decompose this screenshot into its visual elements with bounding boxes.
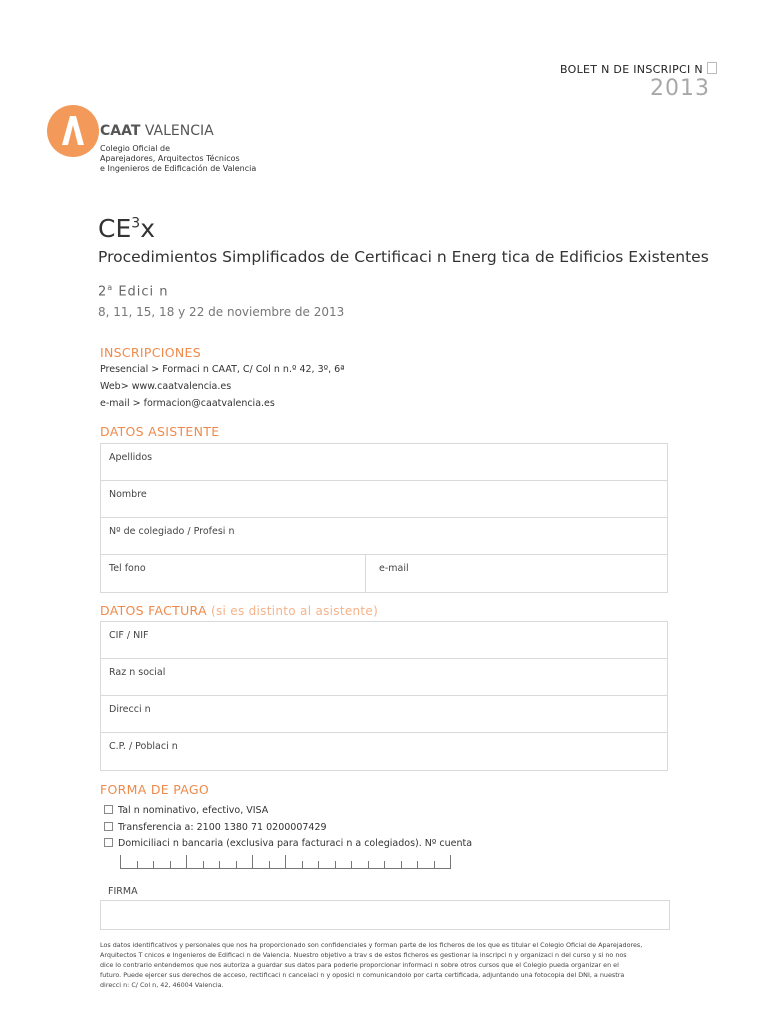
attendee-form <box>100 443 668 593</box>
privacy-line: Arquitectos T cnicos e Ingenieros de Edificaci n de Valencia. Nuestro objetivo a trav s de estos ficheros es gestionar la inscripci n y organizaci n del curso y si no nos <box>100 951 627 959</box>
edition <box>98 283 169 299</box>
cp-poblacion-field[interactable] <box>101 733 667 770</box>
payment-option-transferencia[interactable] <box>104 822 327 833</box>
caat-logo-icon <box>47 105 99 157</box>
account-digit-divider <box>285 855 286 869</box>
section-title-forma-pago: FORMA DE PAGO <box>100 782 210 797</box>
field-label: CIF / NIF <box>109 630 149 641</box>
email-label: e-mail <box>379 563 409 574</box>
payment-option-label: Transferencia a: 2100 1380 71 0200007429 <box>118 822 327 833</box>
checkbox[interactable] <box>104 805 113 814</box>
edition-number: 2 <box>98 284 108 300</box>
account-digit-divider <box>302 861 303 869</box>
logo-sub-line: Colegio Oficial de <box>100 144 170 153</box>
checkbox[interactable] <box>104 838 113 847</box>
form-title <box>560 62 740 76</box>
account-digit-divider <box>401 861 402 869</box>
field-divider <box>365 555 366 592</box>
section-title-datos-factura <box>100 603 378 618</box>
direccion-field[interactable] <box>101 696 667 733</box>
account-digit-divider <box>120 855 121 869</box>
telefono-email-row <box>101 555 667 592</box>
edition-word: Edici n <box>113 284 169 300</box>
account-digit-divider <box>335 861 336 869</box>
payment-option-label: Tal n nominativo, efectivo, VISA <box>118 805 269 816</box>
field-label: C.P. / Poblaci n <box>109 741 178 752</box>
field-label: Direcci n <box>109 704 151 715</box>
privacy-notice <box>100 940 672 990</box>
signature-box[interactable] <box>100 900 670 930</box>
firma-label: FIRMA <box>108 886 138 897</box>
privacy-line: dice lo contrario entendemos que nos autoriza a guardar sus datos para poderle proporcionar informaci n sobre otros cursos que el Colegio pueda organizar en el <box>100 961 619 969</box>
field-label: Apellidos <box>109 452 153 463</box>
colegiado-field[interactable] <box>101 518 667 555</box>
account-digit-divider <box>137 861 138 869</box>
payment-option-domiciliacion[interactable] <box>104 838 472 849</box>
inscripcion-email: e-mail > formacion@caatvalencia.es <box>100 398 275 409</box>
account-digit-divider <box>434 861 435 869</box>
checkbox[interactable] <box>104 822 113 831</box>
telefono-label: Tel fono <box>109 563 146 574</box>
account-digit-divider <box>186 855 187 869</box>
field-label: Nombre <box>109 489 147 500</box>
section-title-inscripciones: INSCRIPCIONES <box>100 345 201 360</box>
account-digit-divider <box>417 861 418 869</box>
account-digit-divider <box>252 855 253 869</box>
logo-name-bold: CAAT <box>100 123 141 139</box>
section-title-note: (si es distinto al asistente) <box>206 604 379 618</box>
privacy-line: Los datos identificativos y personales que nos ha proporcionado son confidenciales y forman parte de los ficheros de los que es titular el Colegio Oficial de Aparejadores, <box>100 941 643 949</box>
account-digit-divider <box>318 861 319 869</box>
course-title-ce: CE <box>98 214 132 243</box>
course-title <box>98 214 155 243</box>
razon-social-field[interactable] <box>101 659 667 696</box>
account-digit-divider <box>351 861 352 869</box>
section-title-text: DATOS FACTURA <box>100 603 207 618</box>
form-title-text: BOLET N DE INSCRIPCI N <box>560 63 703 76</box>
invoice-form <box>100 621 668 771</box>
account-digit-divider <box>219 861 220 869</box>
account-digit-divider <box>203 861 204 869</box>
logo-subtitle <box>100 144 256 174</box>
section-title-datos-asistente: DATOS ASISTENTE <box>100 424 220 439</box>
year: 2013 <box>650 76 710 101</box>
account-digit-divider <box>153 861 154 869</box>
privacy-line: futuro. Puede ejercer sus derechos de acceso, rectificaci n cancelaci n y oposici n comunicandolo por carta certificada, adjuntando una fotocopia del DNI, a nuestra <box>100 971 625 979</box>
course-title-x: x <box>140 214 155 243</box>
logo-sub-line: e Ingenieros de Edificación de Valencia <box>100 164 257 173</box>
account-digit-divider <box>368 861 369 869</box>
course-title-sup: 3 <box>131 215 141 232</box>
field-label: Nº de colegiado / Profesi n <box>109 526 235 537</box>
inscripcion-web: Web> www.caatvalencia.es <box>100 381 232 392</box>
account-digit-divider <box>450 855 451 869</box>
payment-option-label: Domiciliaci n bancaria (exclusiva para facturaci n a colegiados). Nº cuenta <box>118 838 473 849</box>
logo-name-light: VALENCIA <box>140 123 214 139</box>
account-number-field[interactable] <box>120 855 450 869</box>
edition-sup: a <box>107 283 114 292</box>
account-digit-divider <box>269 861 270 869</box>
cif-field[interactable] <box>101 622 667 659</box>
account-digit-divider <box>236 861 237 869</box>
logo-sub-line: Aparejadores, Arquitectos Técnicos <box>100 154 240 163</box>
account-digit-divider <box>384 861 385 869</box>
course-subtitle: Procedimientos Simplificados de Certificaci n Energ tica de Edificios Existentes <box>98 248 709 266</box>
apellidos-field[interactable] <box>101 444 667 481</box>
privacy-line: direcci n: C/ Col n, 42, 46004 Valencia. <box>100 981 224 989</box>
logo-name <box>100 123 214 139</box>
inscripcion-presencial: Presencial > Formaci n CAAT, C/ Col n n.º 42, 3º, 6ª <box>100 364 345 375</box>
account-digit-divider <box>170 861 171 869</box>
nombre-field[interactable] <box>101 481 667 518</box>
course-dates: 8, 11, 15, 18 y 22 de noviembre de 2013 <box>98 305 345 319</box>
missing-glyph-icon <box>707 62 717 74</box>
payment-option-talon[interactable] <box>104 805 268 816</box>
field-label: Raz n social <box>109 667 166 678</box>
